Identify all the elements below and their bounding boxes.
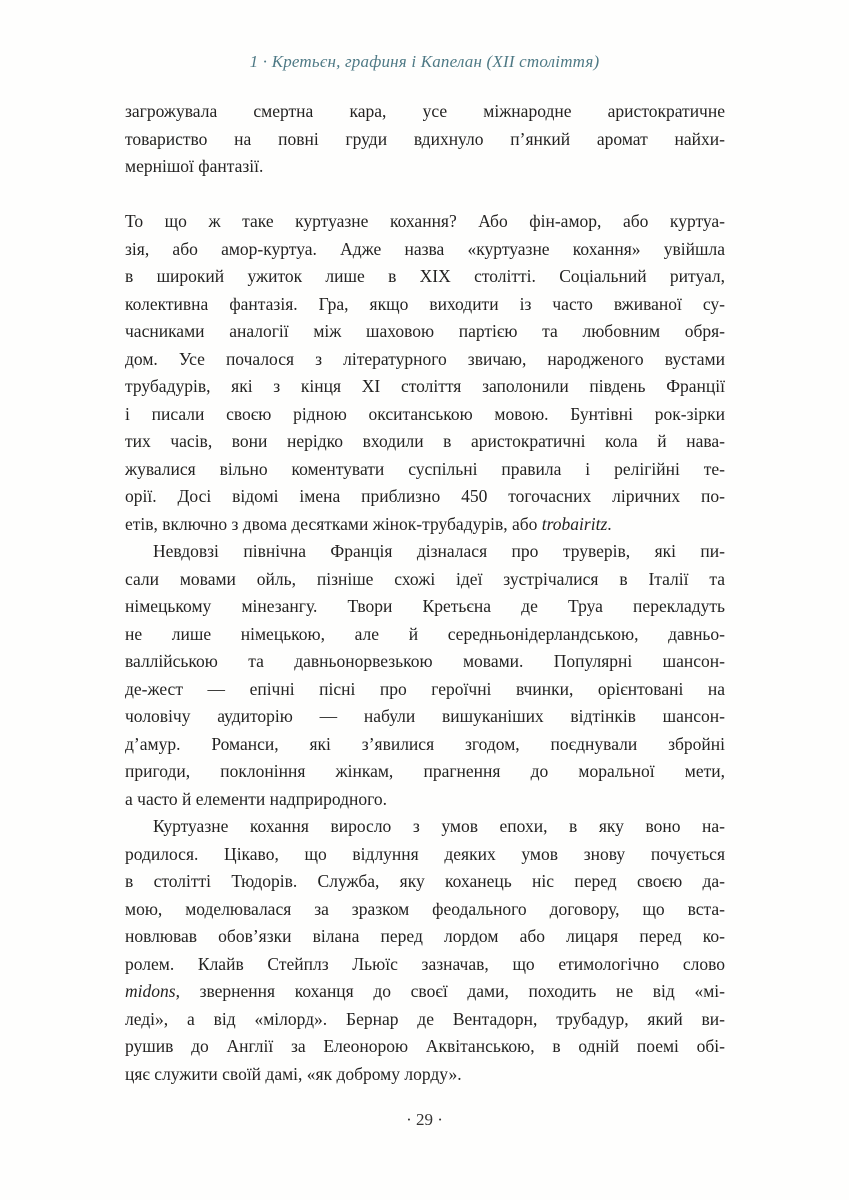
text-run: трубадурів, які з кінця XI століття заполонили південь Франції: [125, 376, 725, 396]
text-line: [125, 896, 725, 924]
text-line: [125, 208, 725, 236]
text-run: етів, включно з двома десятками жінок-трубадурів, або: [125, 513, 542, 534]
paragraph: [125, 208, 725, 538]
text-run: валлійською та давньонорвезькою мовами. Популярні шансон-: [125, 651, 725, 671]
text-line: [125, 621, 725, 649]
text-line: [125, 648, 725, 676]
text-run: Куртуазне кохання виросло з умов епохи, в яку воно на-: [153, 816, 725, 836]
text-line: [125, 456, 725, 484]
text-line: [125, 153, 725, 181]
text-line: [125, 346, 725, 374]
text-run: німецькому мінезангу. Твори Кретьєна де Труа перекладуть: [125, 596, 725, 616]
text-line: [125, 428, 725, 456]
text-run: орії. Досі відомі імена приблизно 450 тогочасних ліричних по-: [125, 486, 725, 506]
text-run: товариство на повні груди вдихнуло п’янкий аромат найхи-: [125, 128, 725, 149]
text-line: [125, 318, 725, 346]
text-line: [125, 951, 725, 979]
text-line: [125, 868, 725, 896]
text-line: [125, 291, 725, 319]
text-line: [125, 703, 725, 731]
text-line: [125, 401, 725, 429]
text-run: в широкий ужиток лише в XIX столітті. Соціальний ритуал,: [125, 266, 725, 286]
text-line: [125, 593, 725, 621]
italic-term: trobairitz: [541, 513, 608, 534]
text-line: [125, 1006, 725, 1034]
text-run: д’амур. Романси, які з’явилися згодом, поєднували збройні: [125, 733, 725, 754]
paragraph: [125, 813, 725, 1088]
text-line: [125, 676, 725, 704]
text-run: цяє служити своїй дамі, «як доброму лорду».: [125, 1063, 462, 1084]
text-line: [125, 758, 725, 786]
chapter-header: 1 · Кретьєн, графиня і Капелан (ХІІ століття): [249, 52, 600, 71]
text-line: [125, 786, 725, 814]
text-line: [125, 731, 725, 759]
text-run: і писали своєю рідною окситанською мовою. Бунтівні рок-зірки: [125, 403, 725, 424]
page-number: · 29 ·: [406, 1110, 443, 1129]
text-line: [125, 1033, 725, 1061]
text-run: жувалися вільно коментувати суспільні правила і релігійні те-: [125, 458, 725, 479]
text-run: родилося. Цікаво, що відлуння деяких умов знову почується: [125, 843, 725, 864]
text-run: а часто й елементи надприродного.: [125, 788, 388, 809]
text-run: .: [607, 513, 612, 534]
text-run: дом. Усе почалося з літературного звичаю, народженого вустами: [125, 348, 725, 369]
text-line: [125, 978, 725, 1006]
text-line: [125, 566, 725, 594]
text-line: [125, 236, 725, 264]
text-run: колективна фантазія. Гра, якщо виходити із часто вживаної су-: [125, 293, 725, 314]
text-run: часниками аналогії між шаховою партією та любовним обря-: [125, 321, 725, 341]
text-line: [125, 126, 725, 154]
paragraph: [125, 98, 725, 181]
text-line: [125, 841, 725, 869]
text-run: рушив до Англії за Елеонорою Аквітанською, в одній поемі обі-: [125, 1036, 725, 1056]
text-run: мою, моделювалася за зразком феодального договору, що вста-: [125, 898, 725, 919]
text-line: [125, 373, 725, 401]
text-run: мернішої фантазії.: [125, 156, 264, 176]
text-run: новлював обов’язки вілана перед лордом або лицаря перед ко-: [125, 926, 725, 946]
text-line: [125, 1061, 725, 1089]
text-run: де-жест — епічні пісні про героїчні вчинки, орієнтовані на: [125, 678, 725, 699]
text-line: [125, 483, 725, 511]
text-line: [125, 263, 725, 291]
text-run: чоловічу аудиторію — набули вишуканіших відтінків шансон-: [125, 706, 725, 726]
body-text: [125, 98, 725, 1088]
text-line: [125, 511, 725, 539]
text-run: загрожувала смертна кара, усе міжнародне аристократичне: [125, 101, 725, 121]
text-run: пригоди, поклоніння жінкам, прагнення до моральної мети,: [125, 761, 725, 781]
text-run: Невдовзі північна Франція дізналася про труверів, які пи-: [153, 541, 725, 561]
text-run: сали мовами ойль, пізніше схожі ідеї зустрічалися в Італії та: [125, 568, 725, 589]
text-run: не лише німецькою, але й середньонідерландською, давньо-: [125, 623, 725, 644]
text-run: в столітті Тюдорів. Служба, яку коханець ніс перед своєю да-: [125, 871, 725, 891]
text-line: [125, 98, 725, 126]
text-run: , звернення коханця до своєї дами, походить не від «мі-: [175, 981, 725, 1001]
text-run: То що ж таке куртуазне кохання? Або фін-амор, або куртуа-: [125, 211, 725, 231]
text-line: [125, 813, 725, 841]
text-run: тих часів, вони нерідко входили в аристократичні кола й нава-: [125, 431, 725, 451]
text-run: леді», а від «мілорд». Бернар де Вентадорн, трубадур, який ви-: [125, 1008, 725, 1029]
text-run: ролем. Клайв Стейплз Льюїс зазначав, що етимологічно слово: [125, 953, 725, 974]
text-line: [125, 538, 725, 566]
text-run: зія, або амор-куртуа. Адже назва «куртуазне кохання» увійшла: [125, 238, 725, 259]
paragraph: [125, 538, 725, 813]
italic-term: midons: [125, 981, 176, 1001]
text-line: [125, 923, 725, 951]
